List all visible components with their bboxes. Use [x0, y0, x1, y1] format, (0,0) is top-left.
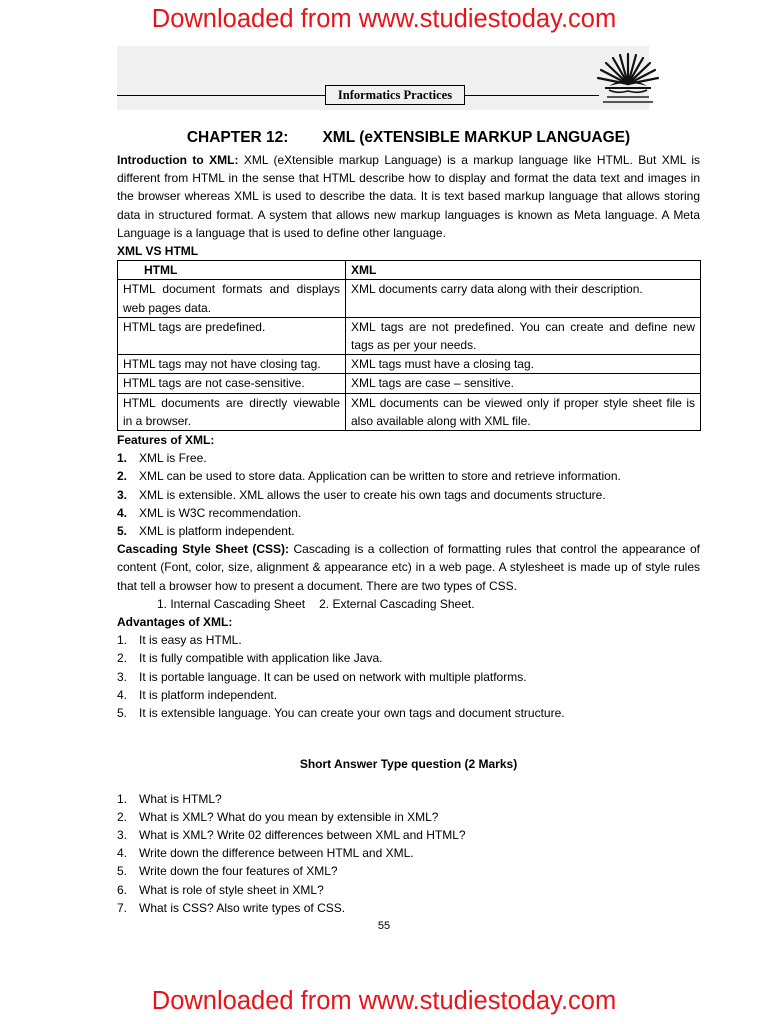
questions-list [117, 790, 700, 917]
table-row [118, 393, 701, 430]
list-item: 2. It is fully compatible with application like Java. [117, 651, 383, 666]
list-item: 4. XML is W3C recommendation. [117, 505, 302, 520]
download-banner-bottom[interactable]: Downloaded from www.studiestoday.com [151, 987, 617, 1015]
table-cell: XML documents can be viewed only if proper style sheet file is also available along with XML file. [346, 393, 701, 430]
table-cell: XML tags must have a closing tag. [346, 355, 701, 374]
intro-text: XML (eXtensible markup Language) is a markup language like HTML. But XML is different from HTML in the sense that HTML describe how to display and format the data text and images in the browser whereas XML is used to describe the data. It is text based markup language that allows storing data in structured format. A system that allows new markup languages is known as Meta language. A Meta Language is a language that is used to define other language. [117, 153, 701, 240]
css-heading: Cascading Style Sheet (CSS): [117, 542, 290, 557]
list-item: 3. XML is extensible. XML allows the user to create his own tags and documents structure. [117, 487, 606, 502]
table-row [118, 374, 701, 393]
list-item: 7. What is CSS? Also write types of CSS. [117, 900, 346, 915]
list-item: 5. Write down the four features of XML? [117, 864, 338, 879]
list-item: 2. XML can be used to store data. Application can be written to store and retrieve information. [117, 469, 621, 484]
list-item: 6. What is role of style sheet in XML? [117, 882, 324, 897]
list-item: 1. XML is Free. [117, 451, 207, 466]
document-body [117, 126, 700, 917]
advantages-list [117, 631, 700, 722]
table-row [118, 355, 701, 374]
comparison-table [117, 260, 701, 431]
css-type-internal: 1. Internal Cascading Sheet [157, 596, 306, 611]
intro-heading: Introduction to XML: [117, 153, 239, 167]
features-heading: Features of XML: [117, 433, 215, 448]
questions-heading: Short Answer Type question (2 Marks) [299, 757, 518, 772]
table-cell: HTML tags are predefined. [118, 317, 346, 354]
table-cell: XML tags are not predefined. You can create and define new tags as per your needs. [346, 317, 701, 354]
css-types [117, 595, 700, 613]
chapter-title [117, 126, 700, 150]
table-cell: HTML document formats and displays web pages data. [118, 280, 346, 317]
features-list [117, 449, 700, 540]
list-item: 4. It is platform independent. [117, 687, 278, 702]
table-row [118, 317, 701, 354]
advantages-heading: Advantages of XML: [117, 615, 233, 630]
table-cell: HTML documents are directly viewable in a browser. [118, 393, 346, 430]
subject-label: Informatics Practices [325, 85, 465, 105]
list-item: 1. What is HTML? [117, 791, 222, 806]
column-header-html: HTML [118, 261, 346, 280]
comparison-heading: XML VS HTML [117, 244, 199, 259]
chapter-name: XML (eXTENSIBLE MARKUP LANGUAGE) [322, 129, 631, 146]
list-item: 2. What is XML? What do you mean by extensible in XML? [117, 809, 439, 824]
table-cell: HTML tags are not case-sensitive. [118, 374, 346, 393]
css-paragraph [117, 540, 700, 595]
css-text: Cascading is a collection of formatting rules that control the appearance of content (Font, color, size, alignment & appearance etc) in a web page. A stylesheet is made up of style rules that tell a browser how to present a document. There are two types of CSS. [117, 542, 700, 593]
table-header-row [118, 261, 701, 280]
list-item: 3. What is XML? Write 02 differences between XML and HTML? [117, 827, 466, 842]
table-cell: XML tags are case – sensitive. [346, 374, 701, 393]
table-cell: XML documents carry data along with their description. [346, 280, 701, 317]
column-header-xml: XML [346, 261, 701, 280]
list-item: 4. Write down the difference between HTML and XML. [117, 846, 414, 861]
table-row [118, 280, 701, 317]
list-item: 1. It is easy as HTML. [117, 633, 242, 648]
css-type-external: 2. External Cascading Sheet. [319, 596, 475, 611]
list-item: 5. It is extensible language. You can create your own tags and document structure. [117, 706, 565, 721]
list-item: 3. It is portable language. It can be used on network with multiple platforms. [117, 669, 527, 684]
download-banner-top[interactable]: Downloaded from www.studiestoday.com [151, 5, 617, 33]
list-item: 5. XML is platform independent. [117, 524, 295, 539]
kendriya-vidyalaya-logo-icon [595, 50, 661, 106]
intro-paragraph [117, 151, 700, 242]
page-number: 55 [377, 920, 391, 932]
table-cell: HTML tags may not have closing tag. [118, 355, 346, 374]
chapter-number: CHAPTER 12: [186, 129, 289, 146]
